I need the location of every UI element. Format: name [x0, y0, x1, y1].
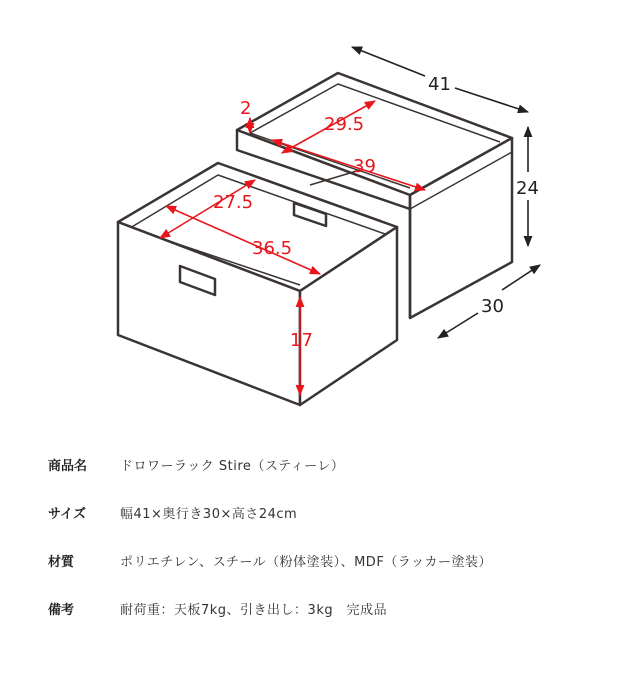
spec-label: 材質 — [48, 554, 75, 570]
outer-width-label: 41 — [428, 74, 451, 95]
spec-row-size — [48, 488, 608, 536]
inner-top-width-label: 29.5 — [324, 114, 365, 135]
outer-width-arrow-left — [352, 47, 425, 76]
spec-row-material — [48, 536, 608, 584]
outer-depth-arrow-bottom — [438, 313, 478, 338]
spec-label: サイズ — [48, 506, 86, 522]
outer-depth-label: 30 — [481, 296, 504, 317]
drawer-height-label: 17 — [290, 330, 313, 351]
inner-top-depth-label: 39 — [353, 156, 376, 177]
spec-table — [48, 440, 608, 632]
spec-value: 幅41×奥行き30×高さ24cm — [120, 506, 298, 522]
spec-label: 商品名 — [48, 458, 88, 474]
spec-row-name — [48, 440, 608, 488]
spec-row-notes — [48, 584, 608, 632]
drawer-depth-label: 36.5 — [252, 238, 293, 259]
outer-depth-arrow-top — [502, 265, 540, 290]
outer-width-arrow-right — [455, 88, 528, 112]
spec-value: ドロワーラック Stire（スティーレ） — [120, 458, 345, 474]
drawer-box — [118, 163, 397, 405]
drawer-width-label: 27.5 — [213, 192, 254, 213]
spec-label: 備考 — [48, 602, 75, 618]
outer-height-label: 24 — [516, 178, 539, 199]
spec-value: 耐荷重：天板7kg、引き出し：3kg 完成品 — [120, 602, 388, 618]
spec-value: ポリエチレン、スチール（粉体塗装）、MDF（ラッカー塗装） — [120, 554, 493, 570]
wall-thickness-label: 2 — [240, 98, 252, 119]
